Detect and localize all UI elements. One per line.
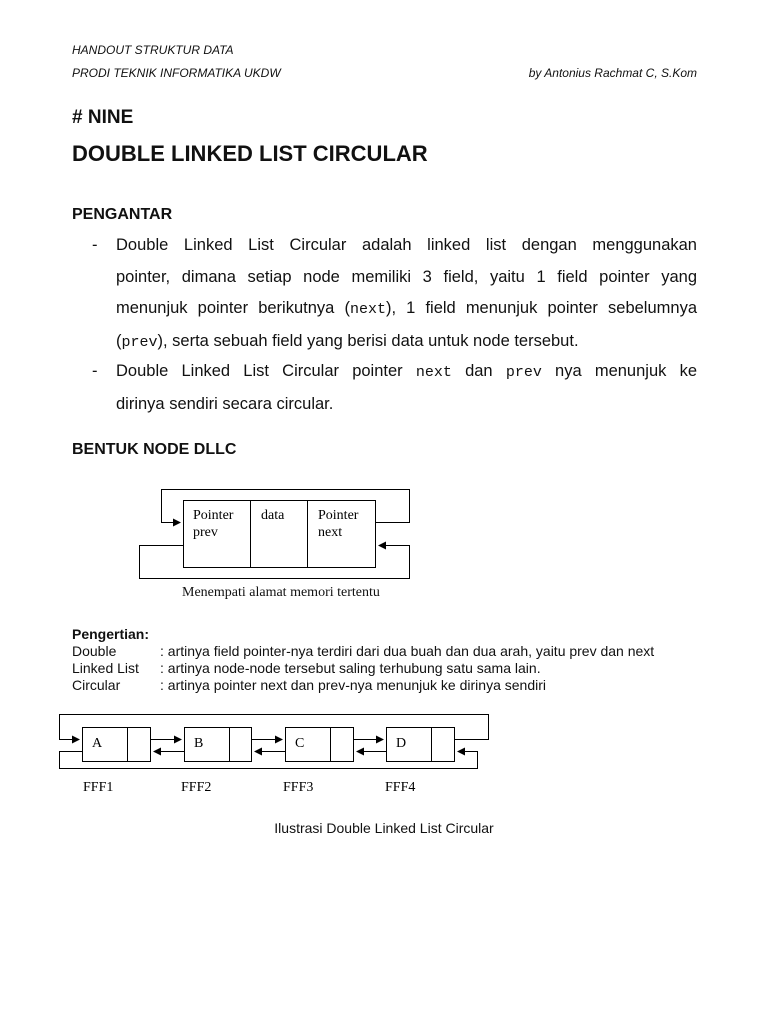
bullet1-line4: (prev), serta sebuah field yang berisi data untuk node tersebut. (116, 331, 579, 351)
node-caption: Menempati alamat memori tertentu (182, 585, 380, 600)
bullet1-line1: Double Linked List Circular adalah linked list dengan menggunakan (116, 236, 697, 254)
address-label: FFF1 (83, 780, 114, 795)
address-label: FFF3 (283, 780, 314, 795)
def-term: Circular (72, 677, 121, 693)
bullet1-line2: pointer, dimana setiap node memiliki 3 field, yaitu 1 field pointer yang (116, 267, 697, 286)
intro-bullet-2 (116, 356, 697, 420)
field-data-label: data (261, 508, 285, 523)
def-term: Linked List (72, 660, 139, 676)
code-prev: prev (121, 333, 158, 351)
bullet-marker: - (92, 236, 98, 254)
dllc-illustration (50, 705, 500, 805)
node-diagram (130, 480, 430, 585)
intro-heading: PENGANTAR (72, 206, 173, 223)
field-prev-label1: Pointer (193, 508, 234, 523)
header-line1: HANDOUT STRUKTUR DATA (72, 43, 234, 57)
code-next: next (349, 301, 386, 318)
node-label-c: C (295, 736, 305, 751)
node-label-b: B (194, 736, 204, 751)
illustration-caption: Ilustrasi Double Linked List Circular (274, 820, 494, 836)
node-label-a: A (92, 736, 103, 751)
code-next: next (415, 364, 452, 381)
code-prev: prev (505, 364, 542, 381)
address-label: FFF2 (181, 780, 212, 795)
bullet2-line2: dirinya sendiri secara circular. (116, 394, 334, 413)
chapter-number: # NINE (72, 107, 134, 128)
def-desc: : artinya field pointer-nya terdiri dari dua buah dan dua arah, yaitu prev dan next (160, 643, 655, 659)
bullet1-line3: menunjuk pointer berikutnya (next), 1 field menunjuk pointer sebelumnya (116, 299, 697, 318)
def-term: Double (72, 643, 117, 659)
header-author: by Antonius Rachmat C, S.Kom (528, 66, 697, 80)
circular-arrow-bottom (60, 752, 478, 769)
header-line2-left: PRODI TEKNIK INFORMATIKA UKDW (72, 66, 281, 80)
def-desc: : artinya pointer next dan prev-nya menunjuk ke dirinya sendiri (160, 677, 546, 693)
bullet-marker: - (92, 362, 98, 380)
node-heading: BENTUK NODE DLLC (72, 441, 237, 458)
page-title: DOUBLE LINKED LIST CIRCULAR (72, 141, 428, 166)
address-label: FFF4 (385, 780, 416, 795)
field-prev-label2: prev (193, 525, 218, 540)
definitions-heading: Pengertian: (72, 626, 150, 642)
bullet2-line1: Double Linked List Circular pointer next dan prev nya menunjuk ke (116, 362, 697, 381)
node-label-d: D (396, 736, 407, 751)
field-next-label1: Pointer (318, 508, 359, 523)
def-desc: : artinya node-node tersebut saling terhubung satu sama lain. (160, 660, 541, 676)
field-next-label2: next (318, 525, 343, 540)
intro-bullet-1 (116, 230, 697, 357)
loop-arrow-bottom (140, 546, 410, 579)
